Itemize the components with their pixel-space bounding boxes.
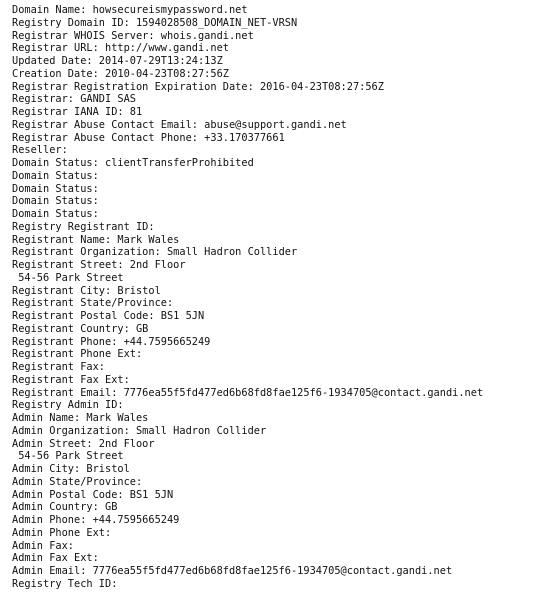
whois-line: Registrar WHOIS Server: whois.gandi.net <box>12 29 254 42</box>
whois-line: Registrant Street: 2nd Floor <box>12 259 186 271</box>
whois-line: Domain Status: <box>12 208 99 220</box>
whois-line: Registrant Organization: Small Hadron Collider <box>12 246 298 259</box>
whois-line: Admin Organization: Small Hadron Collider <box>12 424 267 437</box>
whois-line: Admin Name: Mark Wales <box>12 412 149 424</box>
whois-line: Registrant City: Bristol <box>12 284 161 297</box>
whois-line: Registrar Abuse Contact Phone: +33.170377661 <box>12 131 285 144</box>
whois-line: Admin Postal Code: BS1 5JN <box>12 488 174 501</box>
whois-line: Registrant Country: GB <box>12 322 149 335</box>
whois-line: 54-56 Park Street <box>12 271 124 284</box>
whois-line: Admin Phone: +44.7595665249 <box>12 514 180 526</box>
whois-line: Domain Name: howsecureismypassword.net <box>12 4 248 16</box>
whois-line: Domain Status: <box>12 182 99 195</box>
whois-line: Domain Status: <box>12 169 99 182</box>
whois-line: Registry Admin ID: <box>12 399 124 412</box>
whois-line: Updated Date: 2014-07-29T13:24:13Z <box>12 55 223 67</box>
whois-line: Registrar: GANDI SAS <box>12 93 136 106</box>
whois-line: Admin Country: GB <box>12 501 118 514</box>
whois-line: Admin Email: 7776ea55f5fd477ed6b68fd8fae125f6-1934705@contact.gandi.net <box>12 565 453 577</box>
whois-line: Admin City: Bristol <box>12 463 130 475</box>
whois-line: Domain Status: clientTransferProhibited <box>12 157 254 169</box>
whois-line: Registry Registrant ID: <box>12 220 155 233</box>
whois-line: Registrant State/Province: <box>12 297 174 310</box>
whois-line: Admin Street: 2nd Floor <box>12 437 155 450</box>
whois-line: Registrant Name: Mark Wales <box>12 233 180 246</box>
whois-line: Registrar Registration Expiration Date: 2016-04-23T08:27:56Z <box>12 80 384 93</box>
whois-line: Admin Fax: <box>12 539 74 552</box>
whois-line: 54-56 Park Street <box>12 450 124 463</box>
whois-line: Registrant Phone: +44.7595665249 <box>12 335 211 348</box>
whois-line: Registrant Phone Ext: <box>12 348 143 361</box>
whois-line: Creation Date: 2010-04-23T08:27:56Z <box>12 67 229 80</box>
whois-output <box>12 4 540 591</box>
whois-line: Registrar Abuse Contact Email: abuse@support.gandi.net <box>12 118 347 131</box>
whois-line: Registry Domain ID: 1594028508_DOMAIN_NET-VRSN <box>12 16 298 29</box>
whois-line: Domain Status: <box>12 195 99 208</box>
whois-line: Registrant Fax Ext: <box>12 373 130 386</box>
whois-line: Registrant Postal Code: BS1 5JN <box>12 310 205 322</box>
whois-line: Admin State/Province: <box>12 475 143 488</box>
whois-line: Registrant Email: 7776ea55f5fd477ed6b68fd8fae125f6-1934705@contact.gandi.net <box>12 386 484 399</box>
whois-line: Admin Phone Ext: <box>12 526 112 539</box>
whois-line: Registrar IANA ID: 81 <box>12 106 143 118</box>
whois-line: Registrar URL: http://www.gandi.net <box>12 42 229 55</box>
whois-line: Reseller: <box>12 144 68 157</box>
whois-line: Admin Fax Ext: <box>12 552 99 565</box>
whois-line: Registry Tech ID: <box>12 577 118 590</box>
whois-line: Registrant Fax: <box>12 361 105 373</box>
